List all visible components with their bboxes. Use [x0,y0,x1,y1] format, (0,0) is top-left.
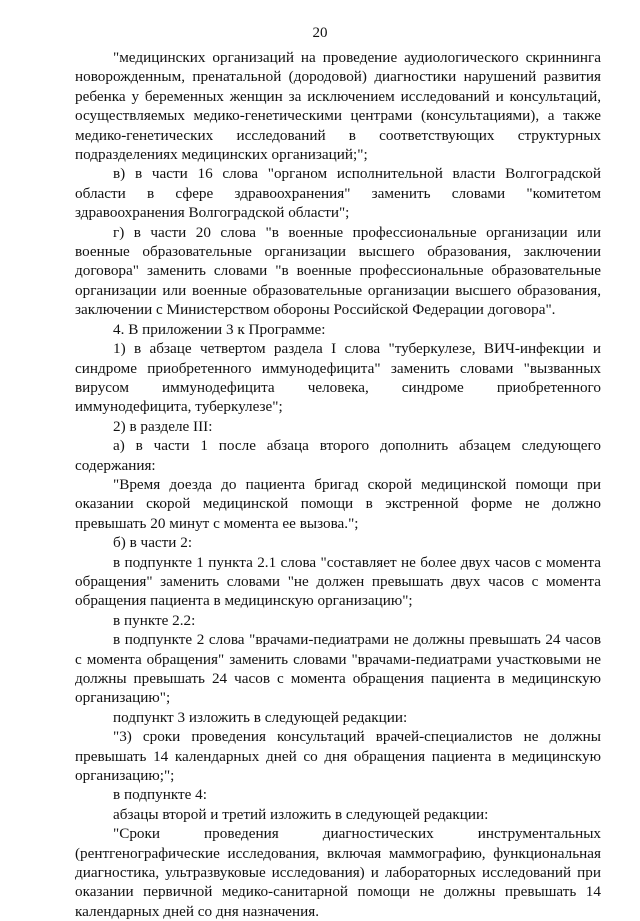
paragraph: 1) в абзаце четвертом раздела I слова "туберкулезе, ВИЧ-инфекции и синдроме приобретенного иммунодефицита" заменить словами "вызванных вирусом иммунодефицита человека, синдроме приобретенного иммунодефицита, туберкулезе"; [75,340,601,416]
paragraph: г) в части 20 слова "в военные профессиональные организации или военные образовательные организации высшего образования, заключении договора" заменить словами "в военные профессиональные образовательные организации или военные образовательные организации высшего образования, заключении с Министерством обороны Российской Федерации договора". [75,223,601,319]
document-body [75,48,601,921]
paragraph: а) в части 1 после абзаца второго дополнить абзацем следующего содержания: [75,437,601,474]
paragraph: 4. В приложении 3 к Программе: [113,320,326,338]
paragraph: в подпункте 2 слова "врачами-педиатрами не должны превышать 24 часов с момента обращения" заменить словами "врачами-педиатрами участковыми не должны превышать 24 часов с момента обращения пациента в медицинскую организацию"; [75,631,601,707]
paragraph: "медицинских организаций на проведение аудиологического скриннинга новорожденным, пренатальной (дородовой) диагностики нарушений развития ребенка у беременных женщин за исключением исследований и консультаций, осуществляемых медико-генетическими центрами (консультациями), а также медико-генетических исследований в соответствующих структурных подразделениях медицинских организаций;"; [75,49,601,164]
paragraph: "Сроки проведения диагностических инструментальных (рентгенографические исследования, включая маммографию, функциональная диагностика, ультразвуковые исследования) и лабораторных исследований при оказании первичной медико-санитарной помощи не должны превышать 14 календарных дней со дня назначения. [75,825,601,920]
paragraph: 2) в разделе III: [113,417,213,435]
paragraph: в подпункте 4: [113,786,207,804]
paragraph: "Время доезда до пациента бригад скорой медицинской помощи при оказании скорой медицинской помощи в экстренной форме не должно превышать 20 минут с момента ее вызова."; [75,475,601,532]
paragraph: абзацы второй и третий изложить в следующей редакции: [113,805,489,823]
paragraph: подпункт 3 изложить в следующей редакции: [113,708,408,726]
paragraph: в) в части 16 слова "органом исполнительной власти Волгоградской области в сфере здравоохранения" заменить словами "комитетом здравоохранения Волгоградской области"; [75,165,601,222]
paragraph: в подпункте 1 пункта 2.1 слова "составляет не более двух часов с момента обращения" заменить словами "не должен превышать двух часов с момента обращения пациента в медицинскую организацию"; [75,553,601,610]
paragraph: в пункте 2.2: [113,611,196,629]
page-number: 20 [312,25,328,41]
paragraph: б) в части 2: [113,534,193,552]
paragraph: "3) сроки проведения консультаций врачей-специалистов не должны превышать 14 календарных дней со дня обращения пациента в медицинскую организацию;"; [75,728,601,785]
